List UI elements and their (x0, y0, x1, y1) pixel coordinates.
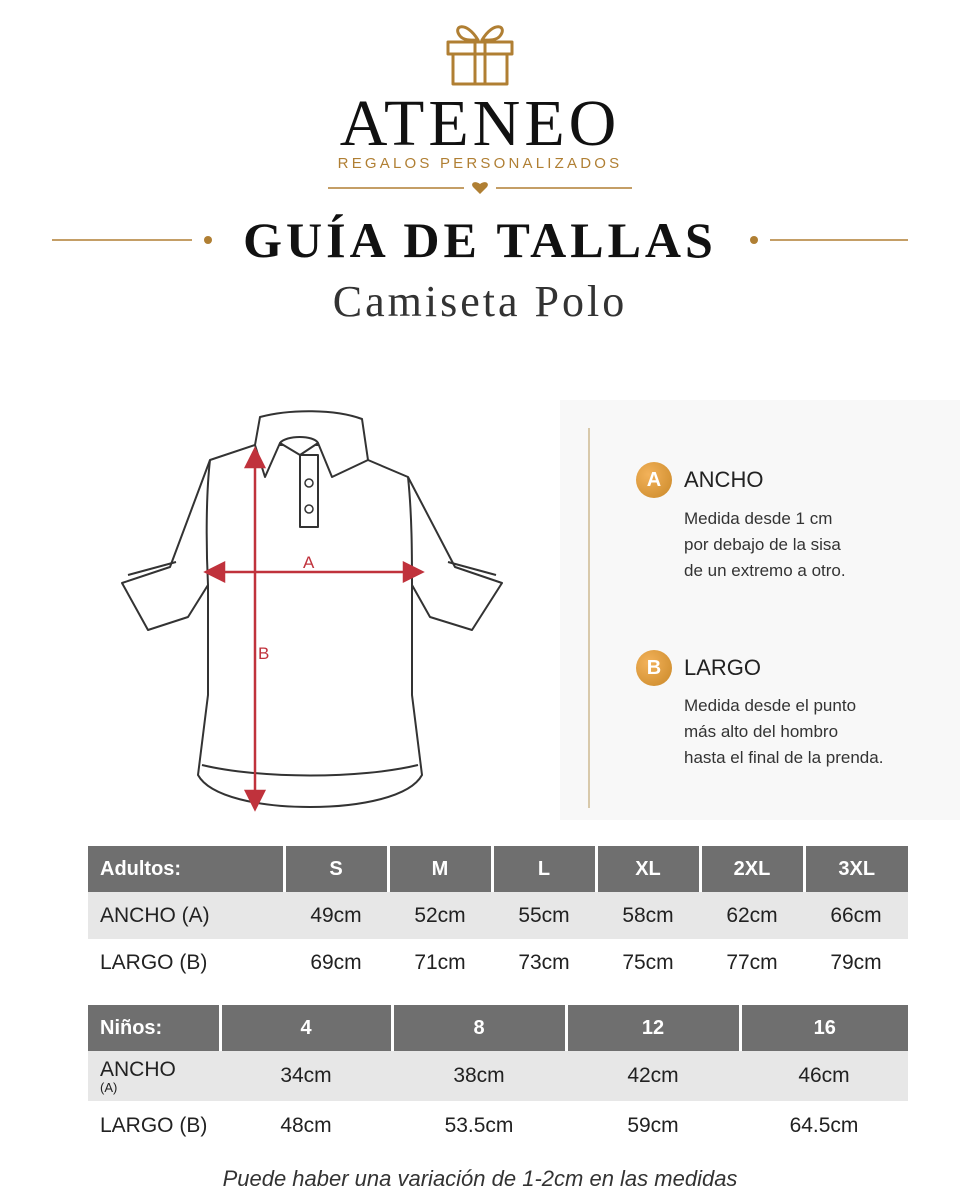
row-label: LARGO (B) (100, 950, 208, 974)
table-cell: 75cm (622, 950, 674, 974)
table-cell: 55cm (492, 892, 596, 939)
table-cell: 73cm (518, 950, 570, 974)
measure-a-title: ANCHO (684, 467, 764, 492)
table-cell: 34cm (220, 1051, 392, 1101)
table-cell: 79cm (830, 950, 882, 974)
size-header: 3XL (804, 846, 908, 892)
size-header: S (284, 846, 388, 892)
row-label: ANCHO (A) (88, 892, 284, 939)
adults-label: Adultos: (88, 846, 284, 892)
table-cell: 59cm (627, 1114, 679, 1137)
table-header (88, 1005, 908, 1051)
measure-b-title: LARGO (684, 655, 762, 680)
table-cell: 42cm (566, 1051, 740, 1101)
table-cell: 48cm (280, 1114, 332, 1137)
size-header: L (492, 846, 596, 892)
badge-a: A (636, 462, 672, 498)
table-cell: 38cm (392, 1051, 566, 1101)
table-cell: 52cm (388, 892, 492, 939)
table-row (88, 892, 908, 939)
kids-label: Niños: (88, 1005, 220, 1051)
table-header (88, 846, 908, 892)
size-header: 2XL (700, 846, 804, 892)
size-header: 12 (566, 1005, 740, 1051)
table-cell: 64.5cm (789, 1114, 859, 1137)
page-subtitle: Camiseta Polo (332, 277, 628, 326)
table-cell: 62cm (700, 892, 804, 939)
row-label: ANCHO (A) (88, 1051, 220, 1101)
kids-size-table (88, 1005, 908, 1151)
table-cell: 49cm (284, 892, 388, 939)
label-b: B (258, 644, 270, 663)
table-cell: 69cm (310, 950, 362, 974)
vertical-divider (588, 428, 590, 808)
measure-b-description: Medida desde el punto más alto del hombro hasta el final de la prenda. (684, 696, 884, 767)
gift-box-icon (438, 16, 522, 88)
table-cell: 46cm (740, 1051, 908, 1101)
table-cell: 77cm (726, 950, 778, 974)
table-cell: 71cm (414, 950, 466, 974)
adult-size-table (88, 846, 908, 986)
brand-tagline: REGALOS PERSONALIZADOS (337, 155, 623, 172)
badge-b: B (636, 650, 672, 686)
table-cell: 53.5cm (444, 1114, 514, 1137)
table-cell: 66cm (804, 892, 908, 939)
table-row (88, 939, 908, 986)
heart-divider-icon (326, 178, 634, 198)
table-row (88, 1101, 908, 1151)
size-header: M (388, 846, 492, 892)
row-label: LARGO (B) (100, 1114, 208, 1137)
size-header: 4 (220, 1005, 392, 1051)
size-header: 16 (740, 1005, 908, 1051)
polo-shirt-diagram (110, 405, 510, 815)
brand-name: ATENEO (339, 87, 621, 160)
size-header: 8 (392, 1005, 566, 1051)
table-cell: 58cm (596, 892, 700, 939)
size-header: XL (596, 846, 700, 892)
variation-note: Puede haber una variación de 1-2cm en las medidas (222, 1166, 738, 1191)
table-row (88, 1051, 908, 1101)
measure-a-description: Medida desde 1 cm por debajo de la sisa de un extremo a otro. (684, 509, 846, 580)
page-title: GUÍA DE TALLAS (243, 212, 717, 268)
label-a: A (303, 553, 315, 572)
